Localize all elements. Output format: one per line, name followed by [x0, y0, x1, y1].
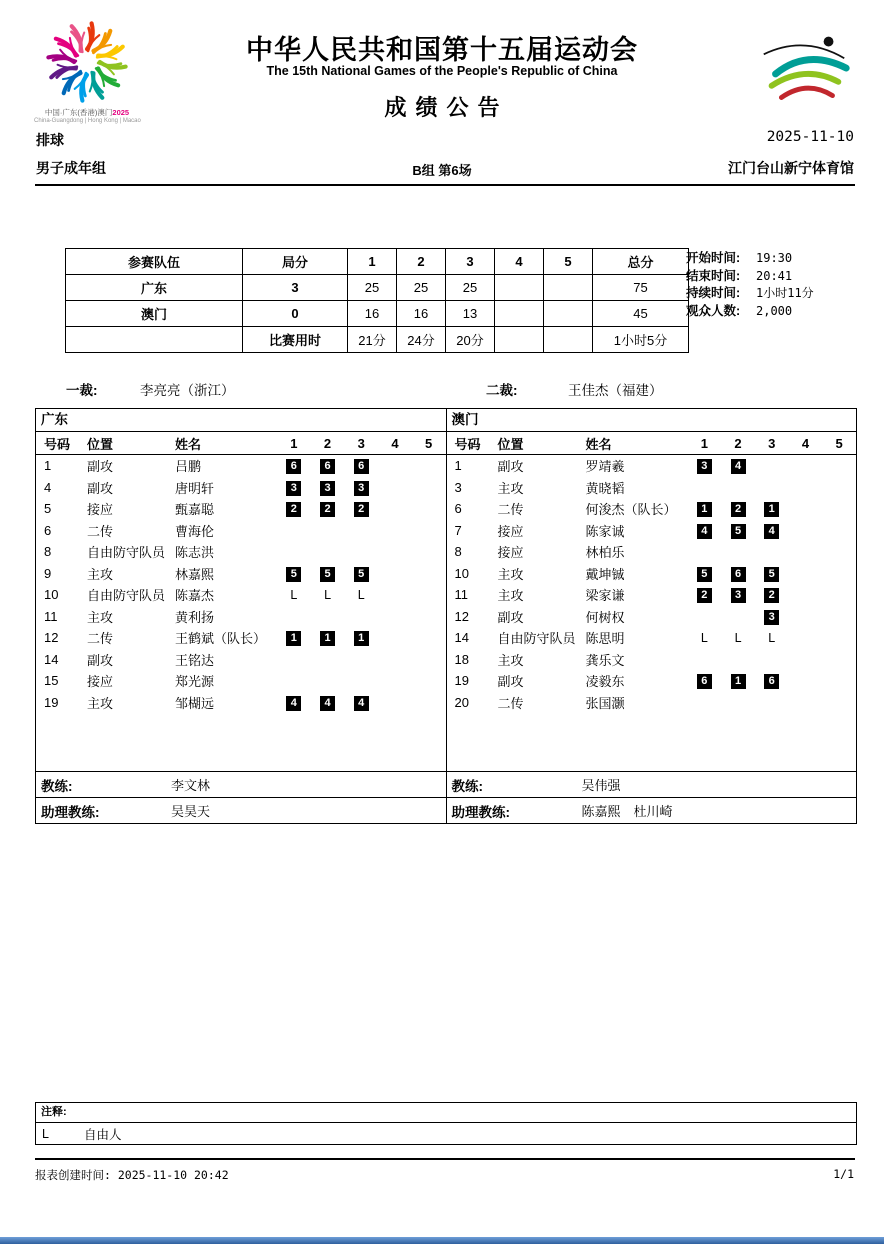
roster-header-cell: 1 — [290, 435, 298, 451]
player-row — [36, 670, 446, 692]
player-set-cell — [344, 479, 378, 496]
set-score-cell: 3 — [243, 275, 348, 301]
set-points-cell — [544, 275, 593, 301]
bottom-accent-bar — [0, 1237, 884, 1244]
match-info-label: 持续时间: — [686, 286, 741, 300]
assistant-coach-row — [447, 797, 857, 823]
player-name: 黄晓韬 — [585, 480, 625, 496]
header-divider — [35, 184, 855, 186]
player-number: 3 — [454, 479, 462, 495]
player-row — [36, 520, 446, 542]
player-row — [447, 627, 857, 649]
roster-header-cell: 2 — [734, 435, 742, 451]
assistant-coach-label: 助理教练: — [41, 804, 100, 820]
player-number: 15 — [44, 673, 59, 689]
player-name: 何树权 — [585, 609, 625, 625]
player-row — [36, 627, 446, 649]
lineup-badge: 2 — [354, 502, 369, 517]
roster-team-name: 广东 — [36, 409, 446, 432]
player-number: 18 — [454, 651, 469, 667]
match-info-row — [686, 269, 858, 284]
player-name: 罗靖羲 — [585, 459, 625, 475]
lineup-badge: 1 — [320, 631, 335, 646]
player-set-cell — [277, 694, 311, 711]
match-info-row — [686, 286, 858, 301]
player-position: 自由防守队员 — [87, 545, 166, 561]
roster-header-cell: 4 — [391, 435, 399, 451]
player-set-cell — [311, 500, 345, 517]
roster-spacer — [447, 713, 857, 771]
assistant-coach-name: 吴昊天 — [171, 804, 211, 819]
total-points-cell: 45 — [593, 301, 689, 327]
player-set-cell — [344, 500, 378, 517]
player-number: 6 — [454, 501, 462, 517]
lineup-badge: 2 — [697, 588, 712, 603]
coach-row — [36, 771, 446, 797]
match-info-value: 19:30 — [756, 251, 793, 265]
roster-header-cell: 姓名 — [585, 436, 612, 452]
lineup-badge: 4 — [697, 524, 712, 539]
player-set-cell — [755, 630, 789, 645]
player-set-cell — [311, 694, 345, 711]
player-set-cell — [311, 479, 345, 496]
player-name: 黄利扬 — [175, 609, 215, 625]
player-position: 接应 — [87, 674, 114, 690]
lineup-badge: 5 — [731, 524, 746, 539]
match-info — [686, 251, 858, 321]
logo-caption-cn: 中国·广东(香港)澳门 — [44, 108, 113, 117]
player-set-cell — [721, 522, 755, 539]
score-header-cell: 2 — [397, 249, 446, 275]
lineup-badge: 1 — [697, 502, 712, 517]
roster-header-cell: 5 — [835, 435, 843, 451]
duration-cell: 21分 — [348, 327, 397, 353]
logo-caption-year: 2025 — [112, 108, 130, 117]
lineup-badge: 4 — [286, 696, 301, 711]
player-number: 7 — [454, 522, 462, 538]
score-header-cell: 4 — [495, 249, 544, 275]
player-number: 14 — [454, 630, 469, 646]
player-row — [36, 455, 446, 477]
roster-header-cell: 号码 — [454, 436, 481, 452]
libero-mark: L — [734, 631, 742, 646]
lineup-badge: 1 — [731, 674, 746, 689]
lineup-badge: 6 — [697, 674, 712, 689]
team-name-cell: 澳门 — [66, 301, 243, 327]
lineup-badge: 5 — [764, 567, 779, 582]
player-set-cell — [755, 672, 789, 689]
player-position: 接应 — [87, 502, 114, 518]
coach-label: 教练: — [41, 778, 73, 794]
lineup-badge: 4 — [354, 696, 369, 711]
roster-header-row — [36, 432, 446, 455]
player-number: 9 — [44, 565, 52, 581]
roster-header-cell: 4 — [801, 435, 810, 451]
player-position: 副攻 — [497, 609, 524, 625]
second-referee-name: 王佳杰（福建） — [568, 383, 663, 398]
lineup-badge: 3 — [320, 481, 335, 496]
player-row — [447, 477, 857, 499]
player-row — [36, 692, 446, 714]
player-name: 陈家诚 — [585, 523, 625, 539]
match-date: 2025-11-10 — [766, 129, 854, 145]
player-name: 凌毅东 — [585, 674, 625, 690]
player-set-cell — [721, 630, 755, 645]
roster-spacer — [36, 713, 446, 771]
player-set-cell — [344, 587, 378, 602]
player-row — [36, 563, 446, 585]
player-set-cell — [277, 479, 311, 496]
player-set-cell — [721, 672, 755, 689]
set-points-cell: 16 — [397, 301, 446, 327]
roster-header-cell: 1 — [700, 435, 708, 451]
player-set-cell — [721, 457, 755, 474]
duration-row — [66, 327, 689, 353]
roster-header-cell: 2 — [323, 435, 332, 451]
lineup-badge: 4 — [731, 459, 746, 474]
lineup-badge: 6 — [731, 567, 746, 582]
match-id-label: B组 第6场 — [412, 163, 472, 178]
lineup-badge: 6 — [320, 459, 335, 474]
player-row — [447, 692, 857, 714]
player-number: 8 — [44, 544, 52, 560]
player-set-cell — [344, 565, 378, 582]
match-info-value: 1小时11分 — [756, 286, 814, 300]
player-set-cell — [311, 587, 345, 602]
player-position: 主攻 — [497, 588, 524, 604]
roster-away — [447, 409, 857, 823]
coach-label: 教练: — [451, 778, 483, 794]
lineup-badge: 1 — [286, 631, 301, 646]
player-position: 二传 — [87, 523, 114, 539]
empty-cell — [66, 327, 243, 353]
player-name: 甄嘉聪 — [175, 502, 215, 518]
page-number: 1/1 — [833, 1167, 854, 1181]
player-position: 主攻 — [87, 695, 114, 711]
player-set-cell — [755, 522, 789, 539]
lineup-badge: 3 — [286, 481, 301, 496]
player-set-cell — [688, 522, 722, 539]
total-points-cell: 75 — [593, 275, 689, 301]
assistant-coach-name: 陈嘉熙 杜川崎 — [581, 804, 673, 819]
player-position: 主攻 — [497, 566, 524, 582]
player-set-cell — [755, 586, 789, 603]
player-set-cell — [344, 694, 378, 711]
player-row — [447, 584, 857, 606]
match-info-row — [686, 251, 858, 266]
player-row — [36, 541, 446, 563]
set-points-cell: 25 — [348, 275, 397, 301]
player-number: 10 — [454, 565, 469, 581]
player-position: 主攻 — [87, 566, 114, 582]
player-name: 梁家谦 — [585, 588, 625, 604]
player-position: 接应 — [497, 523, 524, 539]
player-number: 19 — [44, 694, 59, 710]
libero-mark: L — [357, 588, 365, 603]
player-number: 12 — [44, 630, 59, 646]
duration-cell — [495, 327, 544, 353]
footer-divider — [35, 1158, 855, 1160]
player-number: 12 — [454, 608, 469, 624]
player-set-cell — [721, 565, 755, 582]
player-set-cell — [755, 500, 789, 517]
bulletin-heading: 成绩公告 — [384, 95, 509, 120]
player-set-cell — [277, 457, 311, 474]
libero-text: 自由人 — [84, 1127, 122, 1142]
player-position: 副攻 — [497, 674, 524, 690]
match-info-value: 20:41 — [756, 268, 793, 283]
player-name: 王铭达 — [175, 652, 215, 668]
player-number: 8 — [454, 544, 462, 560]
duration-cell: 24分 — [397, 327, 446, 353]
sport-label: 排球 — [36, 132, 64, 148]
logo-caption-en: China-Guangdong | Hong Kong | Macao — [34, 118, 141, 124]
player-number: 10 — [44, 587, 59, 603]
score-table — [65, 248, 689, 353]
player-name: 林柏乐 — [585, 545, 625, 561]
roster-team-name: 澳门 — [447, 409, 857, 432]
score-header-cell: 3 — [446, 249, 495, 275]
player-set-cell — [277, 500, 311, 517]
duration-label-cell: 比赛用时 — [243, 327, 348, 353]
player-row — [447, 606, 857, 628]
referees-row — [0, 379, 884, 399]
player-set-cell — [688, 672, 722, 689]
player-set-cell — [311, 565, 345, 582]
lineup-badge: 4 — [320, 696, 335, 711]
player-position: 自由防守队员 — [87, 588, 166, 604]
lineup-badge: 6 — [286, 459, 301, 474]
coach-name: 李文林 — [171, 778, 211, 793]
player-row — [447, 670, 857, 692]
player-set-cell — [688, 565, 722, 582]
player-set-cell — [721, 586, 755, 603]
match-info-value: 2,000 — [756, 303, 793, 318]
player-set-cell — [688, 500, 722, 517]
player-number: 1 — [44, 458, 52, 474]
player-name: 陈思明 — [585, 631, 625, 647]
player-position: 自由防守队员 — [497, 631, 576, 647]
score-header-cell: 5 — [544, 249, 593, 275]
lineup-badge: 3 — [354, 481, 369, 496]
duration-cell — [544, 327, 593, 353]
lineup-badge: 5 — [320, 567, 335, 582]
player-row — [36, 584, 446, 606]
player-set-cell — [311, 457, 345, 474]
venue-label: 江门台山新宁体育馆 — [728, 160, 854, 176]
player-set-cell — [688, 630, 722, 645]
first-referee-label: 一裁: — [66, 383, 98, 398]
score-header-cell: 局分 — [243, 249, 348, 275]
player-set-cell — [688, 586, 722, 603]
player-row — [447, 498, 857, 520]
notes-label: 注释: — [36, 1103, 856, 1123]
player-row — [447, 649, 857, 671]
lineup-badge: 3 — [731, 588, 746, 603]
player-row — [36, 606, 446, 628]
roster-home — [36, 409, 447, 823]
lineup-badge: 4 — [764, 524, 779, 539]
first-referee-name: 李亮亮（浙江） — [140, 383, 235, 398]
player-position: 二传 — [87, 631, 114, 647]
duration-cell: 20分 — [446, 327, 495, 353]
player-position: 主攻 — [497, 652, 524, 668]
player-position: 二传 — [497, 502, 524, 518]
score-row — [66, 301, 689, 327]
roster-header-row — [447, 432, 857, 455]
player-position: 接应 — [497, 545, 524, 561]
match-info-label: 观众人数: — [686, 303, 741, 318]
roster-header-cell: 位置 — [497, 436, 524, 452]
player-name: 林嘉熙 — [175, 566, 215, 582]
lineup-badge: 5 — [286, 567, 301, 582]
set-points-cell: 13 — [446, 301, 495, 327]
player-name: 何浚杰（队长） — [585, 502, 677, 518]
player-row — [447, 541, 857, 563]
assistant-coach-row — [36, 797, 446, 823]
set-points-cell — [495, 301, 544, 327]
libero-mark: L — [324, 588, 332, 603]
document-title: 中华人民共和国第十五届运动会 — [246, 35, 638, 65]
lineup-badge: 2 — [764, 588, 779, 603]
player-name: 曹海伦 — [175, 523, 215, 539]
player-position: 副攻 — [497, 459, 524, 475]
second-referee-label: 二裁: — [486, 383, 518, 398]
player-name: 陈志洪 — [175, 545, 215, 561]
set-score-cell: 0 — [243, 301, 348, 327]
player-name: 陈嘉杰 — [175, 588, 215, 604]
roster-header-cell: 3 — [357, 435, 365, 451]
libero-mark: L — [700, 631, 708, 646]
player-row — [36, 477, 446, 499]
lineup-badge: 5 — [354, 567, 369, 582]
player-number: 6 — [44, 522, 52, 538]
player-name: 郑光源 — [175, 674, 215, 690]
lineup-badge: 6 — [354, 459, 369, 474]
team-name-cell: 广东 — [66, 275, 243, 301]
notes-box — [35, 1102, 857, 1145]
set-points-cell: 25 — [446, 275, 495, 301]
lineup-badge: 1 — [764, 502, 779, 517]
score-header-cell: 1 — [348, 249, 397, 275]
player-row — [36, 649, 446, 671]
player-number: 20 — [454, 694, 469, 710]
notes-line — [36, 1123, 856, 1144]
player-set-cell — [277, 629, 311, 646]
set-points-cell — [544, 301, 593, 327]
player-set-cell — [755, 608, 789, 625]
coach-name: 吴伟强 — [581, 778, 621, 793]
player-name: 邹楜远 — [175, 695, 215, 711]
roster-header-cell: 号码 — [44, 436, 71, 452]
player-row — [447, 455, 857, 477]
player-set-cell — [721, 500, 755, 517]
player-number: 11 — [44, 608, 58, 624]
match-info-row — [686, 304, 858, 319]
player-number: 4 — [44, 479, 52, 495]
player-position: 副攻 — [87, 652, 114, 668]
player-number: 19 — [454, 673, 469, 689]
duration-total-cell: 1小时5分 — [593, 327, 689, 353]
player-position: 副攻 — [87, 459, 114, 475]
score-header-cell: 总分 — [593, 249, 689, 275]
roster-header-cell: 3 — [768, 435, 776, 451]
coach-row — [447, 771, 857, 797]
lineup-badge: 2 — [286, 502, 301, 517]
player-number: 14 — [44, 651, 59, 667]
player-position: 主攻 — [497, 480, 524, 496]
player-set-cell — [277, 587, 311, 602]
report-created: 报表创建时间: 2025-11-10 20:42 — [35, 1168, 229, 1182]
score-header-row — [66, 249, 689, 275]
roster-box — [35, 408, 857, 824]
player-position: 二传 — [497, 695, 524, 711]
player-set-cell — [755, 565, 789, 582]
player-name: 唐明轩 — [175, 480, 215, 496]
player-name: 王鹤斌（队长） — [175, 631, 267, 647]
player-name: 戴坤铖 — [585, 566, 625, 582]
match-info-label: 开始时间: — [686, 251, 741, 265]
roster-header-cell: 位置 — [87, 436, 114, 452]
player-number: 5 — [44, 501, 52, 517]
player-name: 龚乐文 — [585, 652, 625, 668]
score-header-cell: 参赛队伍 — [66, 249, 243, 275]
set-points-cell: 25 — [397, 275, 446, 301]
player-set-cell — [688, 457, 722, 474]
lineup-badge: 3 — [697, 459, 712, 474]
lineup-badge: 5 — [697, 567, 712, 582]
lineup-badge: 3 — [764, 610, 779, 625]
player-position: 主攻 — [87, 609, 114, 625]
libero-mark: L — [290, 588, 298, 603]
player-row — [447, 563, 857, 585]
set-points-cell: 16 — [348, 301, 397, 327]
lineup-badge: 6 — [764, 674, 779, 689]
document-title-en: The 15th National Games of the People's Republic of China — [266, 64, 618, 78]
player-number: 11 — [454, 587, 468, 603]
lineup-badge: 1 — [354, 631, 369, 646]
category-label: 男子成年组 — [36, 160, 106, 176]
player-set-cell — [311, 629, 345, 646]
player-row — [36, 498, 446, 520]
player-number: 1 — [454, 458, 462, 474]
lineup-badge: 2 — [731, 502, 746, 517]
player-position: 副攻 — [87, 480, 114, 496]
athlete-ribbon-icon — [750, 32, 858, 112]
set-points-cell — [495, 275, 544, 301]
player-set-cell — [344, 629, 378, 646]
roster-header-cell: 姓名 — [175, 436, 202, 452]
libero-code: L — [42, 1126, 49, 1141]
player-row — [447, 520, 857, 542]
player-name: 吕鹏 — [175, 459, 202, 475]
score-row — [66, 275, 689, 301]
player-set-cell — [344, 457, 378, 474]
player-set-cell — [277, 565, 311, 582]
assistant-coach-label: 助理教练: — [451, 804, 510, 820]
lineup-badge: 2 — [320, 502, 335, 517]
roster-header-cell: 5 — [425, 435, 433, 451]
libero-mark: L — [768, 631, 776, 646]
player-name: 张国灏 — [585, 695, 625, 711]
match-info-label: 结束时间: — [686, 268, 741, 283]
